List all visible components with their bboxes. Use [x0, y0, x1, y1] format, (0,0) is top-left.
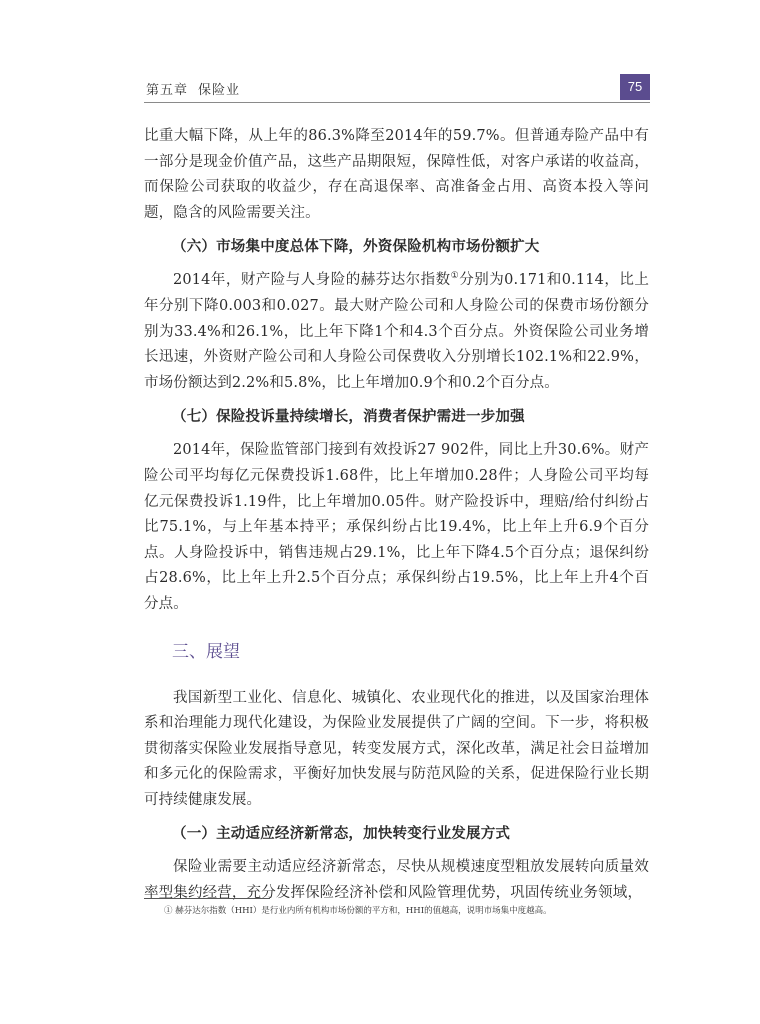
paragraph: 我国新型工业化、信息化、城镇化、农业现代化的推进，以及国家治理体系和治理能力现代化建设，为保险业发展提供了广阔的空间。下一步，将积极贯彻落实保险业发展指导意见，转变发展方式，深化改革，满足社会日益增加和多元化的保险需求，平衡好加快发展与防范风险的关系，促进保险行业长期可持续健康发展。	[144, 689, 649, 808]
paragraph-text: 分别为0.171和0.114，比上年分别下降0.003和0.027。最大财产险公司和人身险公司的保费市场份额分别为33.4%和26.1%，比上年下降1个和4.3个百分点。外资保险公司业务增长迅速，外资财产险公司和人身险公司保费收入分别增长102.1%和22.9%，市场份额达到2.2%和5.8%，比上年增加0.9个和0.2个百分点。	[144, 272, 649, 391]
running-header	[144, 74, 650, 103]
footnote: ① 赫芬达尔指数（HHI）是行业内所有机构市场份额的平方和，HHI的值越高，说明市场集中度越高。	[164, 906, 552, 916]
chapter-title: 保险业	[198, 83, 241, 98]
subsection-heading: （七）保险投诉量持续增长，消费者保护需进一步加强	[172, 408, 525, 426]
chapter-label	[146, 79, 240, 98]
chapter-number: 第五章	[146, 83, 189, 98]
page-body	[144, 124, 649, 907]
paragraph-text: 2014年，财产险与人身险的赫芬达尔指数	[173, 272, 451, 289]
footnote-marker[interactable]: ①	[450, 271, 460, 282]
subsection-heading: （一）主动适应经济新常态，加快转变行业发展方式	[172, 825, 511, 843]
footnote-divider	[144, 898, 270, 899]
paragraph: 保险业需要主动适应经济新常态，尽快从规模速度型粗放发展转向质量效率型集约经营，充分发挥保险经济补偿和风险管理优势，巩固传统业务领域，	[144, 859, 649, 902]
paragraph: 比重大幅下降，从上年的86.3%降至2014年的59.7%。但普通寿险产品中有一部分是现金价值产品，这些产品期限短，保障性低，对客户承诺的收益高，而保险公司获取的收益少，存在高退保率、高准备金占用、高资本投入等问题，隐含的风险需要关注。	[144, 128, 649, 221]
paragraph: 2014年，保险监管部门接到有效投诉27 902件，同比上升30.6%。财产险公司平均每亿元保费投诉1.68件，比上年增加0.28件；人身险公司平均每亿元保费投诉1.19件，比上年增加0.05件。财产险投诉中，理赔/给付纠纷占比75.1%，与上年基本持平；承保纠纷占比19.4%，比上年上升6.9个百分点。人身险投诉中，销售违规占29.1%，比上年下降4.5个百分点；退保纠纷占28.6%，比上年上升2.5个百分点；承保纠纷占19.5%，比上年上升4个百分点。	[144, 442, 649, 612]
paragraph	[144, 268, 649, 396]
page-number: 75	[620, 74, 650, 100]
section-heading: 三、展望	[172, 641, 240, 662]
subsection-heading: （六）市场集中度总体下降，外资保险机构市场份额扩大	[172, 238, 540, 256]
